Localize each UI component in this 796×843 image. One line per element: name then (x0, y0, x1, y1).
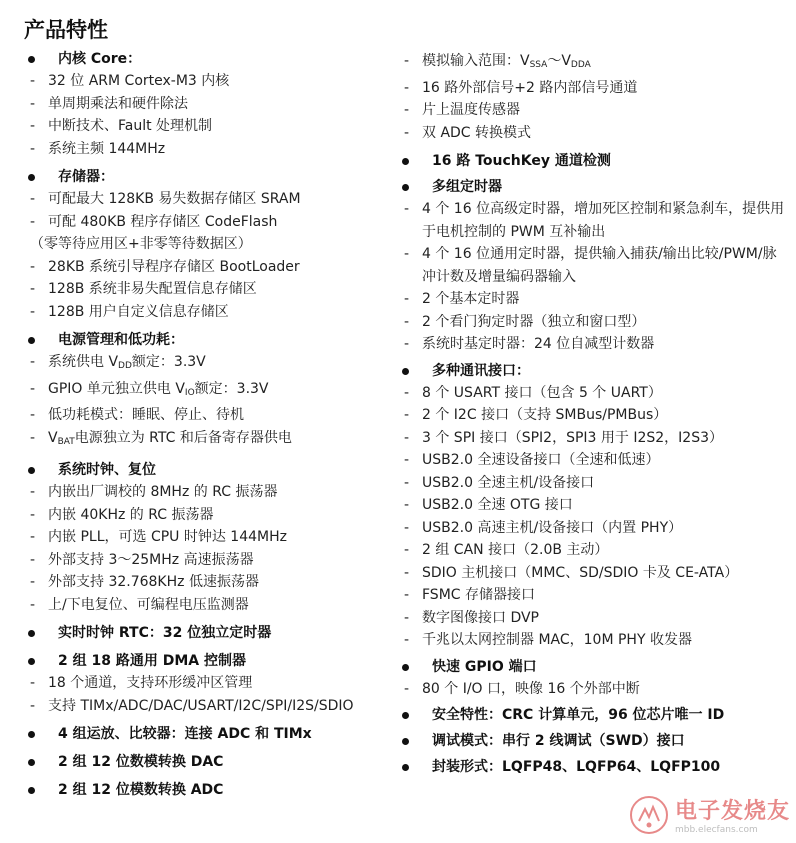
section-heading: 封装形式：LQFP48、LQFP64、LQFP100 (398, 756, 790, 778)
bullet-icon (402, 712, 409, 719)
list-item: - 片上温度传感器 (404, 102, 520, 118)
bullet-icon (402, 184, 409, 191)
section-timers (398, 176, 790, 356)
list-item: - 内嵌 PLL，可选 CPU 时钟达 144MHz (30, 529, 287, 545)
list-item: - 上/下电复位、可编程电压监测器 (30, 596, 249, 613)
bullet-icon (402, 368, 409, 375)
page-title: 产品特性 (24, 18, 108, 42)
list-item: - 3 个 SPI 接口（SPI2，SPI3 用于 I2S2，I2S3） (404, 429, 724, 446)
section-heading: 电源管理和低功耗： (24, 329, 396, 351)
section-heading: 调试模式：串行 2 线调试（SWD）接口 (398, 730, 790, 752)
section-dac (24, 751, 396, 773)
section-heading: 安全特性：CRC 计算单元，96 位芯片唯一 ID (398, 704, 790, 726)
bullet-icon (28, 174, 35, 181)
bullet-icon (28, 630, 35, 637)
bullet-icon (28, 731, 35, 738)
list-item: - 4 个 16 位通用定时器，提供输入捕获/输出比较/PWM/脉冲计数及增量编码器输入 (404, 246, 777, 285)
list-item: - SDIO 主机接口（MMC、SD/SDIO 卡及 CE-ATA） (404, 564, 739, 581)
bullet-icon (28, 787, 35, 794)
list-item: - 系统供电 $V_{DD}$额定：3.3V (30, 354, 206, 371)
list-item: - 2 个看门狗定时器（独立和窗口型） (404, 313, 646, 330)
list-item: - 外部支持 32.768KHz 低速振荡器 (30, 574, 259, 590)
bullet-icon (402, 764, 409, 771)
list-item: - 128B 系统非易失配置信息存储区 (30, 281, 257, 297)
list-item: - 可配 480KB 程序存储区 CodeFlash (30, 213, 278, 230)
list-item: - 千兆以太网控制器 MAC，10M PHY 收发器 (404, 632, 692, 648)
watermark (629, 794, 790, 835)
list-item: - 支持 TIMx/ADC/DAC/USART/I2C/SPI/I2S/SDIO (30, 697, 354, 714)
bullet-icon (28, 759, 35, 766)
section-gpio (398, 656, 790, 701)
bullet-icon (402, 738, 409, 745)
section-heading: 2 组 18 路通用 DMA 控制器 (24, 650, 396, 672)
list-item: - 模拟输入范围：$V_{SSA}\sim V_{DDA}$ (404, 53, 591, 70)
list-item: - 低功耗模式：睡眠、停止、待机 (30, 407, 244, 423)
list-item: - 可配最大 128KB 易失数据存储区 SRAM (30, 191, 301, 207)
list-item: - 数字图像接口 DVP (404, 609, 540, 626)
list-item: - 单周期乘法和硬件除法 (30, 95, 188, 112)
list-item: - 2 组 CAN 接口（2.0B 主动） (404, 542, 609, 558)
bullet-icon (402, 158, 409, 165)
section-dma (24, 650, 396, 717)
list-item: - 128B 用户自定义信息存储区 (30, 303, 229, 320)
list-item: - USB2.0 高速主机/设备接口（内置 PHY） (404, 519, 683, 536)
list-item: - 中断技术、Fault 处理机制 (30, 118, 213, 134)
bullet-icon (402, 664, 409, 671)
list-item: - 2 个基本定时器 (404, 291, 520, 307)
list-item: - 内嵌 40KHz 的 RC 振荡器 (30, 506, 214, 523)
section-core (24, 48, 396, 160)
list-item: - USB2.0 全速 OTG 接口 (404, 497, 573, 513)
watermark-url: mbb.elecfans.com (674, 825, 758, 835)
section-touchkey (398, 150, 790, 172)
section-clock-reset (24, 459, 396, 616)
list-item: - 双 ADC 转换模式 (404, 124, 532, 141)
list-item: - 2 个 I2C 接口（支持 SMBus/PMBus） (404, 407, 668, 423)
section-package (398, 756, 790, 778)
list-item: - FSMC 存储器接口 (404, 587, 535, 603)
section-heading: 系统时钟、复位 (24, 459, 396, 481)
list-item: - 16 路外部信号+2 路内部信号通道 (404, 79, 638, 96)
list-item: （零等待应用区+非零等待数据区） (30, 236, 252, 252)
section-memory (24, 166, 396, 323)
section-heading: 16 路 TouchKey 通道检测 (398, 150, 790, 172)
bullet-icon (28, 56, 35, 63)
section-adc (24, 779, 396, 801)
section-heading: 存储器： (24, 166, 396, 188)
watermark-name: 电子发烧友 (674, 799, 790, 824)
section-heading: 2 组 12 位数模转换 DAC (24, 751, 396, 773)
list-item: - 4 个 16 位高级定时器，增加死区控制和紧急刹车，提供用于电机控制的 PWM 互补输出 (404, 201, 785, 240)
section-heading: 实时时钟 RTC：32 位独立定时器 (24, 622, 396, 644)
bullet-icon (28, 337, 35, 344)
list-item: - 80 个 I/O 口，映像 16 个外部中断 (404, 680, 640, 697)
list-item: - USB2.0 全速主机/设备接口 (404, 474, 595, 491)
list-item: - 18 个通道，支持环形缓冲区管理 (30, 675, 253, 691)
list-item: - 系统时基定时器：24 位自减型计数器 (404, 336, 655, 352)
adc-details (398, 50, 790, 144)
section-heading: 4 组运放、比较器：连接 ADC 和 TIMx (24, 723, 396, 745)
right-column (398, 50, 790, 782)
list-item: - $V_{BAT}$电源独立为 RTC 和后备寄存器供电 (30, 429, 292, 447)
list-item: - 32 位 ARM Cortex-M3 内核 (30, 73, 230, 89)
list-item: - GPIO 单元独立供电 $V_{IO}$额定：3.3V (30, 380, 269, 398)
section-heading: 多种通讯接口： (398, 360, 790, 382)
bullet-icon (28, 467, 35, 474)
elecfans-logo-icon (629, 795, 669, 835)
section-comm-interfaces (398, 360, 790, 652)
list-item: - 外部支持 3～25MHz 高速振荡器 (30, 551, 254, 568)
left-column (24, 48, 396, 807)
section-heading: 2 组 12 位模数转换 ADC (24, 779, 396, 801)
section-security (398, 704, 790, 726)
list-item: - 8 个 USART 接口（包含 5 个 UART） (404, 384, 662, 401)
section-debug (398, 730, 790, 752)
list-item: - USB2.0 全速设备接口（全速和低速） (404, 452, 660, 468)
bullet-icon (28, 658, 35, 665)
list-item: - 系统主频 144MHz (30, 140, 166, 157)
section-rtc (24, 622, 396, 644)
section-power (24, 329, 396, 453)
section-heading: 快速 GPIO 端口 (398, 656, 790, 678)
section-opamp (24, 723, 396, 745)
list-item: - 28KB 系统引导程序存储区 BootLoader (30, 258, 300, 275)
section-heading: 多组定时器 (398, 176, 790, 198)
list-item: - 内嵌出厂调校的 8MHz 的 RC 振荡器 (30, 484, 278, 500)
section-heading: 内核 Core： (24, 48, 396, 70)
